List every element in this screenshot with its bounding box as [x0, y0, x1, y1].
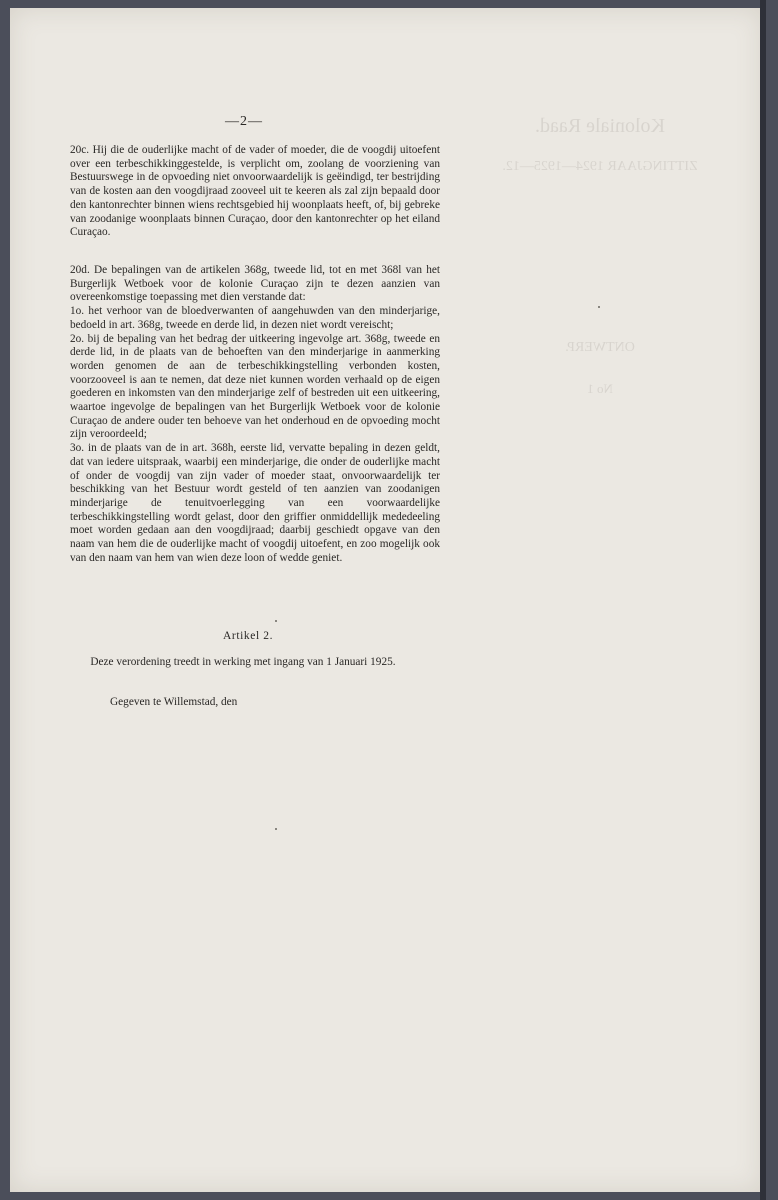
- paragraph-20c: 20c. Hij die de ouderlijke macht of de vader of moeder, die de voogdij uitoefent over een terbeschikkinggestelde, is verplicht om, zoolang de voorziening van Bestuurswege in de opvoeding niet onvoorwaardelijk is geëindigd, ter bestrijding van de kosten aan den voogdijraad zooveel uit te keeren als zal zijn bepaald door den kantonrechter binnen wiens rechtsgebied hij woonplaats heeft, of, bij gebreke van zoodanige woonplaats binnen Curaçao, door den kantonrechter op het eiland Curaçao.: [70, 144, 440, 239]
- document-page: [10, 8, 762, 1192]
- paragraph-20d-item-2: 2o. bij de bepaling van het bedrag der uitkeering ingevolge art. 368g, tweede en derde lid, in de plaats van de behoeften van den minderjarige in aanmerking worden genomen de aan de terbeschikkingstelling verbonden kosten, voorzooveel is aan te nemen, dat deze niet kunnen worden verhaald op de eigen goederen en inkomsten van den minderjarige zelf of bestreden uit een uitkeering, waartoe ingevolge de bepalingen van het Burgerlijk Wetboek voor de kolonie Curaçao de andere ouder ten behoeve van het onderhoud en de opvoeding mocht zijn veroordeeld;: [70, 332, 440, 441]
- bleed-through-text: [450, 98, 750, 417]
- paragraph-20d-item-1: 1o. het verhoor van de bloedverwanten of aangehuwden van den minderjarige, bedoeld in art. 368g, tweede en derde lid, in dezen niet wordt vereischt;: [70, 305, 440, 331]
- bleed-ontwerp: ONTWERP.: [565, 340, 635, 355]
- speck: [598, 306, 600, 308]
- scan-edge: [760, 0, 766, 1200]
- paragraph-20d-intro: 20d. De bepalingen van de artikelen 368g, tweede lid, tot en met 368l van het Burgerlijk Wetboek voor de kolonie Curaçao zijn te dezen aanzien van overeenkomstige toepassing met dien verstande dat:: [70, 264, 440, 304]
- bleed-no: No 1: [587, 381, 613, 396]
- paragraph-20d-item-3: 3o. in de plaats van de in art. 368h, eerste lid, vervatte bepaling in dezen geldt, dat van iedere uitspraak, waarbij een minderjarige, die onder de ouderlijke macht of onder de voogdij van zijn vader of moeder staat, onvoorwaardelijk ter beschikking van het Bestuur wordt gesteld of ten aanzien van zoodanigen minderjarige de tenuitvoerlegging van een voorwaardelijke terbeschikkingstelling wordt gelast, door den griffier onmiddellijk mededeeling moet worden gedaan aan den voogdijraad; daarbij geschiedt opgave van den naam van hem die de ouderlijke macht of voogdij uitoefent, en zoo mogelijk ook van den naam van hem van wien deze loon of wedde geniet.: [70, 442, 440, 564]
- paragraph-ingang: Deze verordening treedt in werking met ingang van 1 Januari 1925.: [90, 656, 396, 668]
- artikel-heading: Artikel 2.: [223, 630, 274, 642]
- bleed-title: Koloniale Raad.: [535, 115, 665, 137]
- speck: [275, 620, 277, 622]
- paragraph-20d: [70, 264, 440, 565]
- speck: [275, 828, 277, 830]
- bleed-subtitle: ZITTINGJAAR 1924—1925—12.: [502, 159, 698, 174]
- gegeven-line: Gegeven te Willemstad, den: [110, 696, 238, 708]
- page-number: —2—: [225, 114, 263, 129]
